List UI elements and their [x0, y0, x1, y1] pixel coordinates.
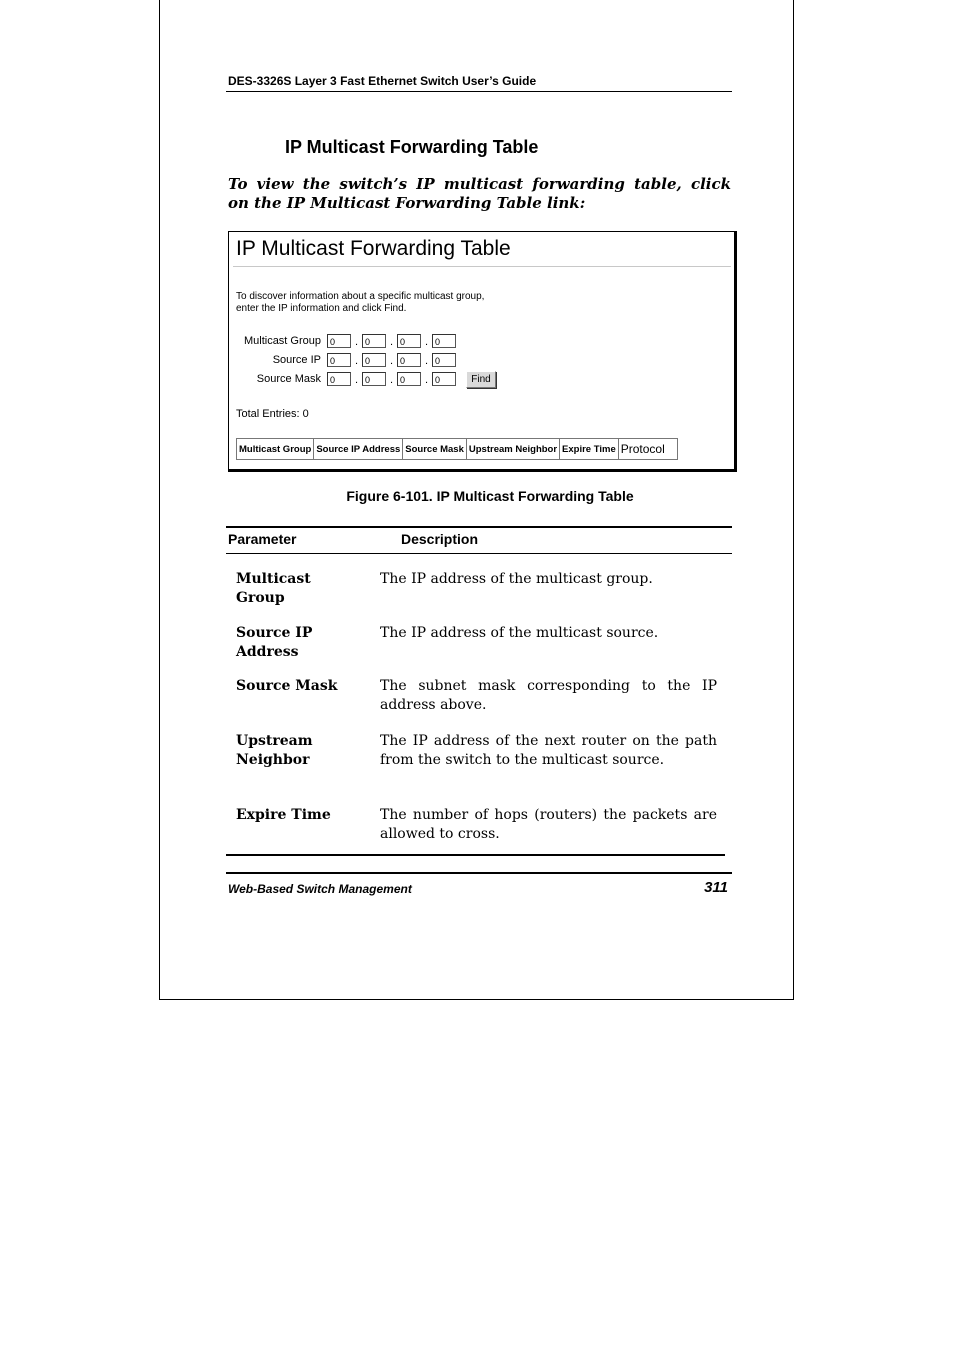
header-rule [226, 91, 732, 92]
octet-separator: . [390, 355, 394, 367]
source-mask-label: Source Mask [256, 373, 321, 385]
param-table-top-rule [226, 526, 732, 528]
param-description: The number of hops (routers) the packets are allowed to cross. [380, 807, 717, 842]
figure-screenshot [228, 231, 737, 472]
param-description: The subnet mask corresponding to the IP address above. [380, 678, 717, 713]
instruction-line-1: To view the switch’s IP multicast forwarding table, click [228, 175, 731, 193]
octet-separator: . [425, 336, 429, 348]
param-name: Multicast Group [236, 571, 311, 606]
octet-separator: . [425, 374, 429, 386]
forwarding-table-header [236, 438, 678, 460]
source-ip-octet-4[interactable]: 0 [432, 353, 456, 367]
footer-rule [226, 872, 732, 874]
figure-title-rule [233, 266, 731, 267]
octet-separator: . [355, 355, 359, 367]
source-ip-label: Source IP [272, 354, 321, 366]
param-header-rule [226, 553, 732, 554]
param-description: The IP address of the multicast source. [380, 625, 659, 641]
source-mask-octet-1[interactable]: 0 [327, 372, 351, 386]
page-number: 311 [704, 879, 728, 896]
source-mask-octet-4[interactable]: 0 [432, 372, 456, 386]
total-entries: Total Entries: 0 [236, 408, 309, 420]
column-expire-time: Expire Time [560, 439, 619, 460]
column-source-ip-address: Source IP Address [314, 439, 403, 460]
param-name: Upstream Neighbor [236, 733, 313, 768]
source-mask-octet-3[interactable]: 0 [397, 372, 421, 386]
source-ip-octet-2[interactable]: 0 [362, 353, 386, 367]
multicast-group-octet-4[interactable]: 0 [432, 334, 456, 348]
source-ip-octet-1[interactable]: 0 [327, 353, 351, 367]
param-header-description: Description [401, 531, 479, 547]
section-title: IP Multicast Forwarding Table [285, 137, 539, 157]
param-table-bottom-rule [226, 854, 725, 856]
source-mask-octet-2[interactable]: 0 [362, 372, 386, 386]
column-protocol: Protocol [618, 439, 677, 460]
octet-separator: . [355, 374, 359, 386]
param-header-parameter: Parameter [228, 531, 297, 547]
figure-title: IP Multicast Forwarding Table [236, 237, 511, 260]
octet-separator: . [425, 355, 429, 367]
instruction-line-2: on the IP Multicast Forwarding Table link: [228, 194, 586, 212]
multicast-group-octet-3[interactable]: 0 [397, 334, 421, 348]
multicast-group-octet-2[interactable]: 0 [362, 334, 386, 348]
multicast-group-octet-1[interactable]: 0 [327, 334, 351, 348]
param-description: The IP address of the multicast group. [380, 571, 653, 587]
column-upstream-neighbor: Upstream Neighbor [466, 439, 559, 460]
multicast-group-label: Multicast Group [243, 335, 321, 347]
param-name: Expire Time [236, 807, 331, 823]
column-multicast-group: Multicast Group [237, 439, 314, 460]
octet-separator: . [390, 374, 394, 386]
column-source-mask: Source Mask [403, 439, 467, 460]
source-ip-octet-3[interactable]: 0 [397, 353, 421, 367]
param-name: Source IP Address [236, 625, 313, 660]
figure-caption: Figure 6-101. IP Multicast Forwarding Table [346, 488, 634, 504]
param-description: The IP address of the next router on the path from the switch to the multicast source. [380, 733, 717, 768]
figure-intro-line-2: enter the IP information and click Find. [236, 303, 407, 314]
param-name: Source Mask [236, 678, 338, 694]
find-button[interactable]: Find [466, 371, 496, 388]
footer-title: Web-Based Switch Management [228, 882, 412, 896]
running-head: DES-3326S Layer 3 Fast Ethernet Switch User’s Guide [228, 74, 537, 88]
octet-separator: . [355, 336, 359, 348]
figure-intro-line-1: To discover information about a specific multicast group, [236, 291, 485, 302]
octet-separator: . [390, 336, 394, 348]
